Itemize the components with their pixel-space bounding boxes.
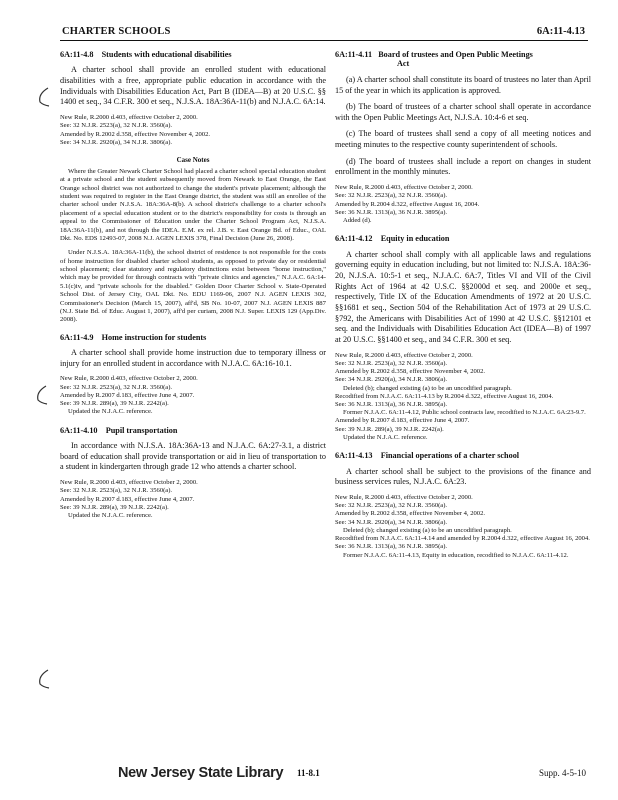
section-heading xyxy=(335,50,591,69)
case-note: Under N.J.S.A. 18A:36A-11(b), the school district of residence is not responsible for the costs of home instruction for disabled charter school students, as opposed to private day or residential school placement; clear statutory and regulatory distinctions exist between "home instruction," which may be provided for through contracts with "private clinics and agencies," N.J.A.C. 6A:14-5.1(c)iv, and "private schools for the disabled." Golden Door Charter School v. State-Operated School Dist. of Jersey City, OAL Dkt. No. EDU 1169-06, 2007 N.J. AGEN LEXIS 302, Commissioner's Decision (March 15, 2007), aff'd, SB No. 10-07, 2007 N.J. AGEN LEXIS 887 (N.J. State Bd. of Educ. August 1, 2007), aff'd per curiam, 2008 N.J. Super. LEXIS 129 (App.Div. 2008). xyxy=(60,249,326,324)
section-heading xyxy=(60,333,326,342)
history-line: See: 32 N.J.R. 2523(a), 32 N.J.R. 3560(a). xyxy=(60,122,173,130)
section-title: Home instruction for students xyxy=(101,332,207,342)
history-note: Updated the N.J.A.C. reference. xyxy=(68,408,153,416)
history-note: Deleted (b); changed existing (a) to be an uncodified paragraph. xyxy=(343,526,512,534)
history-line: Amended by R.2002 d.358, effective November 4, 2002. xyxy=(335,368,486,376)
section-heading xyxy=(60,426,326,435)
section-body: A charter school shall be subject to the provisions of the finance and business services rules, N.J.A.C. 6A:23. xyxy=(335,466,591,487)
case-note: Where the Greater Newark Charter School had placed a charter school special education student at a private school and the student subsequently moved from Newark to East Orange, the East Orange school district was not authorized to change the student's private placement; although the student was required to register in the East Orange district, the student was still an enrollee of the charter school under N.J.S.A. 18A:36A-8(b). A school district's challenge to a charter school's placement of a special education student or to the district's responsibility for costs is through an appeal to the Commissioner of Education under the Charter School Program Act, N.J.S.A. 18A:36A-11(b), and not through the IDEA. E.M. ex rel. J.B. v. East Orange Bd. of Educ., OAL Dkt. No. EDS 12493-07, 2008 N.J. AGEN LEXIS 378, Final Decision (June 26, 2008). xyxy=(60,167,326,242)
section-title: Board of trustees and Open Public Meetings xyxy=(378,50,533,59)
history-note: Former N.J.A.C. 6A:11-4.12, Public school contracts law, recodified to N.J.A.C. 6A:23-9.7. xyxy=(343,409,586,417)
history-line: See: 39 N.J.R. 289(a), 39 N.J.R. 2242(a). xyxy=(335,425,444,433)
history-line: See: 39 N.J.R. 289(a), 39 N.J.R. 2242(a). xyxy=(60,503,169,511)
running-header-right: 6A:11-4.13 xyxy=(536,26,585,37)
history-line: See: 36 N.J.R. 1313(a), 36 N.J.R. 3895(a). xyxy=(335,208,448,216)
history-line: See: 34 N.J.R. 2920(a), 34 N.J.R. 3806(a). xyxy=(60,138,173,146)
history-line: See: 32 N.J.R. 2523(a), 32 N.J.R. 3560(a). xyxy=(60,383,173,391)
section-number: 6A:11-4.9 xyxy=(60,332,94,342)
history-line: See: 32 N.J.R. 2523(a), 32 N.J.R. 3560(a). xyxy=(335,359,448,367)
history-line: See: 39 N.J.R. 289(a), 39 N.J.R. 2242(a). xyxy=(60,400,169,408)
margin-mark-icon xyxy=(34,668,52,690)
history-line: See: 34 N.J.R. 2920(a), 34 N.J.R. 3806(a). xyxy=(335,376,448,384)
subsection-d: (d) The board of trustees shall include a report on changes in student enrollment in the monthly minutes. xyxy=(335,156,591,177)
history-note: Updated the N.J.A.C. reference. xyxy=(68,511,153,519)
history-line: See: 36 N.J.R. 1313(a), 36 N.J.R. 3895(a). xyxy=(335,401,448,408)
section-title-cont: Act xyxy=(397,59,410,69)
section-number: 6A:11-4.13 xyxy=(335,451,373,461)
history-line: Amended by R.2004 d.322, effective August 16, 2004. xyxy=(335,200,480,208)
history-line: New Rule, R.2000 d.403, effective October 2, 2000. xyxy=(335,493,473,501)
history-line: See: 32 N.J.R. 2523(a), 32 N.J.R. 3560(a). xyxy=(60,487,173,495)
history-line: New Rule, R.2000 d.403, effective October 2, 2000. xyxy=(60,479,198,487)
supplement-date: Supp. 4-5-10 xyxy=(539,768,586,778)
history-line: Amended by R.2007 d.183, effective June 4, 2007. xyxy=(60,495,195,503)
history-line: See: 36 N.J.R. 1313(a), 36 N.J.R. 3895(a). xyxy=(335,543,448,551)
section-number: 6A:11-4.8 xyxy=(60,50,94,59)
history-line: New Rule, R.2000 d.403, effective October 2, 2000. xyxy=(335,184,473,192)
section-number: 6A:11-4.11 xyxy=(335,50,373,59)
history-line: Recodified from N.J.A.C. 6A:11-4.13 by R.2004 d.322, effective August 16, 2004. xyxy=(335,392,554,400)
right-column xyxy=(335,50,591,569)
history-notes xyxy=(60,375,326,416)
section-heading xyxy=(335,451,591,460)
section-body: A charter school shall comply with all applicable laws and regulations governing equity in education including, but not limited to: N.J.S.A. 18A:36-20, N.J.S.A. 10:5-1 et seq., N.J.A.C. 6A:7, Titles VI and VII of the Civil Rights Act of 1964 at 42 U.S.C. §§2000d et seq. and 2000e et seq., respectively, Title IX of the Education Amendments of 1972 at 20 U.S.C. §§1681 et seq., Section 504 of the Rehabilitation Act of 1973 at 29 U.S.C. §792, the Americans with Disabilities Act of 1990 at 42 U.S.C. §§12101 et seq. and the Individuals with Disabilities Education Act (IDEA—B) of 1997 at 20 U.S.C. §§1400 et seq., and 34 C.F.R. 300 et seq. xyxy=(335,249,591,344)
history-note: Added (d). xyxy=(343,217,372,225)
section-title: Financial operations of a charter school xyxy=(380,451,520,461)
history-line: See: 32 N.J.R. 2523(a), 32 N.J.R. 3560(a). xyxy=(335,502,448,510)
history-line: Amended by R.2007 d.183, effective June 4, 2007. xyxy=(60,391,195,399)
header-rule xyxy=(60,40,588,41)
section-body: A charter school shall provide an enrolled student with educational disabilities with a free, appropriate public education in accordance with the Individuals with Disabilities Education Act, Part B (IDEA—B) at 20 U.S.C. §§ 1400 et seq., 34 C.F.R. 300 et seq., N.J.S.A. 18A:36A-11(b) and N.J.A.C. 6A:14. xyxy=(60,65,326,107)
case-notes-heading: Case Notes xyxy=(176,155,210,164)
page-number: 11-8.1 xyxy=(297,768,320,778)
history-line: Amended by R.2007 d.183, effective June 4, 2007. xyxy=(335,417,470,425)
history-notes xyxy=(335,494,591,560)
section-heading xyxy=(335,234,591,243)
section-heading xyxy=(60,50,326,59)
history-note: Deleted (b); changed existing (a) to be an uncodified paragraph. xyxy=(343,384,512,392)
history-line: See: 32 N.J.R. 2523(a), 32 N.J.R. 3560(a). xyxy=(335,192,448,200)
history-line: New Rule, R.2000 d.403, effective October 2, 2000. xyxy=(60,114,198,122)
subsection-c: (c) The board of trustees shall send a copy of all meeting notices and meeting minutes to the respective county superintendent of schools. xyxy=(335,129,591,150)
subsection-b: (b) The board of trustees of a charter school shall operate in accordance with the Open Public Meetings Act, N.J.S.A. 10:4-6 et seq. xyxy=(335,102,591,122)
section-body: In accordance with N.J.S.A. 18A:36A-13 and N.J.A.C. 6A:27-3.1, a district board of education shall provide transportation or aid in lieu of transportation to a student in kindergarten through grade 12 who attends a charter school. xyxy=(60,441,326,472)
history-notes xyxy=(60,479,326,520)
section-title: Equity in education xyxy=(380,234,450,244)
section-title: Students with educational disabilities xyxy=(101,50,232,59)
running-header-left: CHARTER SCHOOLS xyxy=(62,26,171,37)
history-line: New Rule, R.2000 d.403, effective October 2, 2000. xyxy=(335,351,473,359)
section-body: A charter school shall provide home instruction due to temporary illness or injury for an enrolled student in accordance with N.J.A.C. 6A:16-10.1. xyxy=(60,348,326,368)
history-line: See: 34 N.J.R. 2920(a), 34 N.J.R. 3806(a). xyxy=(335,518,448,526)
history-line: Amended by R.2002 d.358, effective November 4, 2002. xyxy=(335,510,486,518)
library-watermark: New Jersey State Library xyxy=(118,765,284,781)
subsection-a: (a) A charter school shall constitute its board of trustees no later than April 15 of the year in which its application is approved. xyxy=(335,74,591,95)
history-line: New Rule, R.2000 d.403, effective October 2, 2000. xyxy=(60,375,198,383)
history-note: Former N.J.A.C. 6A:11-4.13, Equity in education, recodified to N.J.A.C. 6A:11-4.12. xyxy=(343,551,569,559)
history-note: Updated the N.J.A.C. reference. xyxy=(343,433,428,441)
margin-mark-icon xyxy=(32,384,50,406)
history-notes xyxy=(335,352,591,443)
history-line: Recodified from N.J.A.C. 6A:11-4.14 and amended by R.2004 d.322, effective August 16, 2004. xyxy=(335,535,590,543)
margin-mark-icon xyxy=(34,86,52,108)
history-notes xyxy=(60,114,326,147)
left-column xyxy=(60,50,326,529)
section-number: 6A:11-4.10 xyxy=(60,425,98,435)
section-number: 6A:11-4.12 xyxy=(335,234,373,244)
history-notes xyxy=(335,184,591,225)
history-line: Amended by R.2002 d.358, effective November 4, 2002. xyxy=(60,130,211,138)
section-title: Pupil transportation xyxy=(105,425,178,435)
